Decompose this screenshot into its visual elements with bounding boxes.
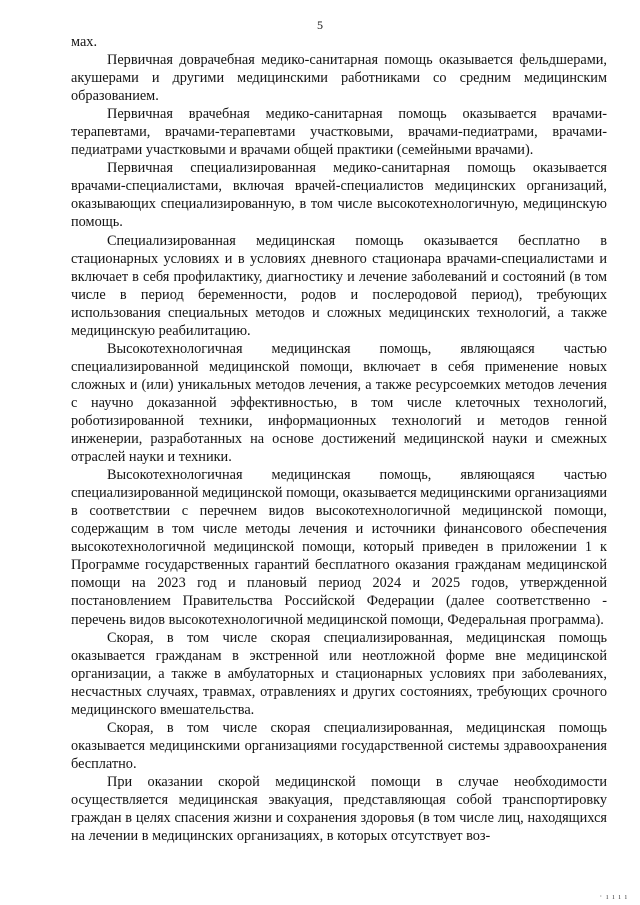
paragraph-primary-specialized-care: Первичная специализированная медико-санитарная помощь оказывается врачами-специалистами, включая врачей-специалистов медицинских организаций, оказывающих специализированную, в том числе высокотехнологичную, медицинскую помощь. xyxy=(71,160,607,231)
paragraph-emergency-care-free: Скорая, в том числе скорая специализированная, медицинская помощь оказывается медицинскими организациями государственной системы здравоохранения бесплатно. xyxy=(71,719,607,772)
paragraph-high-tech-care-provision: Высокотехнологичная медицинская помощь, являющаяся частью специализированной медицинской помощи, оказывается медицинскими организациями в соответствии с перечнем видов высокотехнологичной медицинской помощи, содержащим в том числе методы лечения и источники финансового обеспечения высокотехнологичной медицинской помощи, который приведен в приложении 1 к Программе государственных гарантий бесплатного оказания гражданам медицинской помощи на 2023 год и плановый период 2024 и 2025 годов, утвержденной постановлением Правительства Российской Федерации (далее соответственно - перечень видов высокотехнологичной медицинской помощи, Федеральная программа). xyxy=(71,467,607,628)
document-body xyxy=(71,33,607,845)
scan-artifact: · ı ı ı ı xyxy=(599,892,628,901)
paragraph-emergency-care-definition: Скорая, в том числе скорая специализированная, медицинская помощь оказывается гражданам в экстренной или неотложной форме вне медицинской организации, а также в амбулаторных и стационарных условиях при заболеваниях, несчастных случаях, травмах, отравлениях и других состояниях, требующих срочного медицинского вмешательства. xyxy=(71,629,607,718)
paragraph-primary-prehospital-care: Первичная доврачебная медико-санитарная помощь оказывается фельдшерами, акушерами и другими медицинскими работниками со средним медицинским образованием. xyxy=(71,52,607,105)
paragraph-medical-evacuation: При оказании скорой медицинской помощи в случае необходимости осуществляется медицинская эвакуация, представляющая собой транспортировку граждан в целях спасения жизни и сохранения здоровья (в том числе лиц, находящихся на лечении в медицинских организациях, в которых отсутствует воз- xyxy=(71,773,607,845)
paragraph-specialized-care: Специализированная медицинская помощь оказывается бесплатно в стационарных условиях и в условиях дневного стационара врачами-специалистами и включает в себя профилактику, диагностику и лечение заболеваний и состояний (в том числе в период беременности, родов и послеродовой период), требующих использования специальных методов и сложных медицинских технологий, а также медицинскую реабилитацию. xyxy=(71,232,607,339)
page-number: 5 xyxy=(317,18,323,32)
paragraph-continuation: мах. xyxy=(71,34,98,50)
paragraph-high-tech-care-definition: Высокотехнологичная медицинская помощь, являющаяся частью специализированной медицинской помощи, включает в себя применение новых сложных и (или) уникальных методов лечения, а также ресурсоемких методов лечения с научно доказанной эффективностью, в том числе клеточных технологий, роботизированной техники, информационных технологий и методов генной инженерии, разработанных на основе достижений медицинской науки и смежных отраслей науки и техники. xyxy=(71,340,607,466)
paragraph-primary-physician-care: Первичная врачебная медико-санитарная помощь оказывается врачами-терапевтами, врачами-терапевтами участковыми, врачами-педиатрами, врачами-педиатрами участковыми и врачами общей практики (семейными врачами). xyxy=(71,106,607,159)
